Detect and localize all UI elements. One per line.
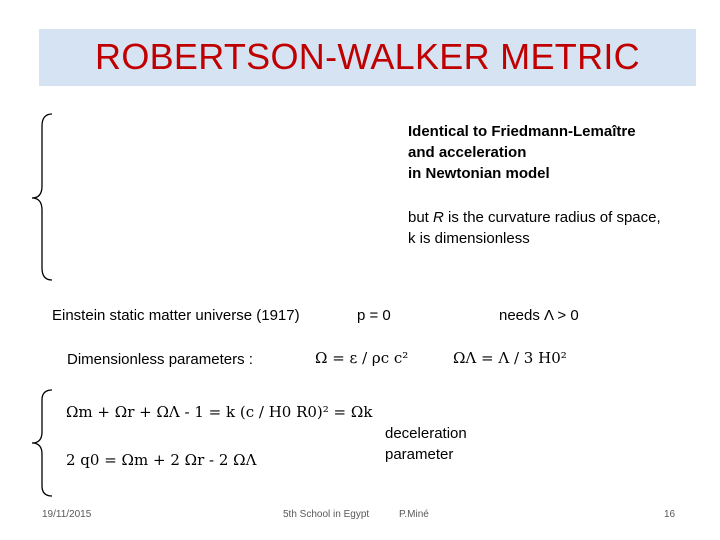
left-brace-top — [30, 112, 60, 282]
friedmann-note-line2: and acceleration — [408, 144, 527, 161]
deceleration-label — [385, 423, 467, 465]
deceleration-label-line2: parameter — [385, 446, 454, 463]
footer-date: 19/11/2015 — [42, 509, 92, 520]
deceleration-label-line1: deceleration — [385, 425, 467, 442]
curvature-note-line2: k is dimensionless — [408, 230, 530, 247]
title-bar — [39, 29, 696, 86]
friedmann-note-line1: Identical to Friedmann-Lemaître — [408, 123, 636, 140]
dimensionless-label: Dimensionless parameters : — [67, 351, 253, 368]
omega-definition: Ω = ε / ρc c² — [315, 349, 409, 367]
curvature-note — [408, 207, 661, 249]
friedmann-note — [408, 121, 636, 184]
omega-lambda-definition: ΩΛ = Λ / 3 H0² — [453, 349, 567, 367]
left-brace-bottom — [30, 388, 60, 498]
pressure-equation: p = 0 — [357, 307, 391, 324]
einstein-static-label: Einstein static matter universe (1917) — [52, 307, 300, 324]
curvature-equation: Ωm + Ωr + ΩΛ - 1 = k (c / H0 R0)² = Ωk — [66, 403, 373, 421]
footer-page-number: 16 — [664, 509, 676, 520]
friedmann-note-line3: in Newtonian model — [408, 165, 550, 182]
curvature-note-line1: but R is the curvature radius of space, — [408, 209, 661, 226]
needs-lambda-label: needs Λ > 0 — [499, 307, 579, 324]
footer-event: 5th School in Egypt — [283, 509, 370, 520]
footer-author: P.Miné — [399, 509, 429, 520]
deceleration-equation: 2 q0 = Ωm + 2 Ωr - 2 ΩΛ — [66, 451, 257, 469]
slide-title: ROBERTSON-WALKER METRIC — [95, 36, 640, 77]
